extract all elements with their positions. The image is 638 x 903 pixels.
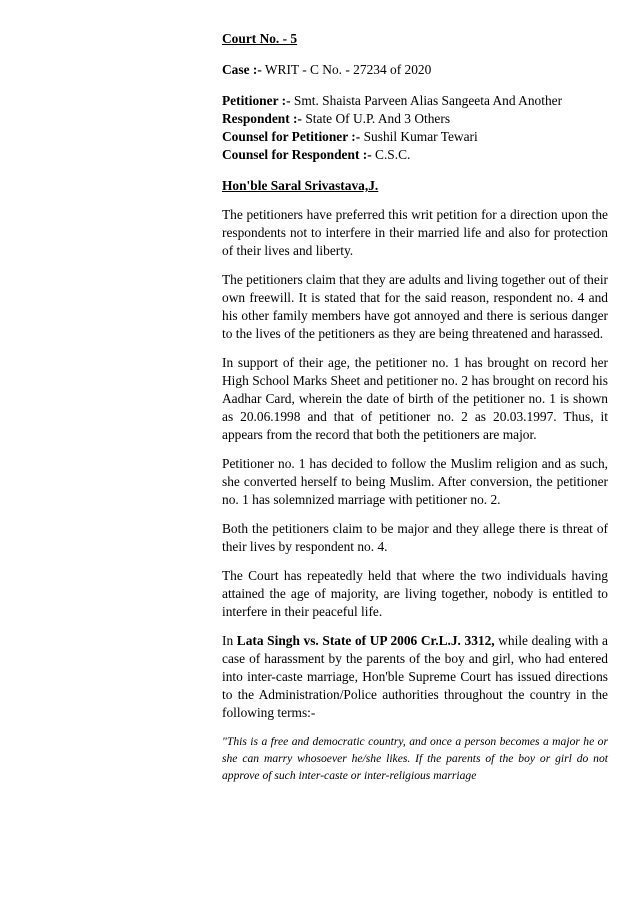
counsel-respondent-line xyxy=(222,146,608,164)
counsel-petitioner-label: Counsel for Petitioner :- xyxy=(222,129,361,144)
court-number: Court No. - 5 xyxy=(222,31,298,46)
counsel-petitioner-line xyxy=(222,128,608,146)
petitioner-line xyxy=(222,92,608,110)
respondent-value: State Of U.P. And 3 Others xyxy=(305,111,451,126)
counsel-petitioner-value: Sushil Kumar Tewari xyxy=(363,129,478,144)
paragraph-1: The petitioners have preferred this writ petition for a direction upon the respondents not to interfere in their married life and also for protection of their lives and liberty. xyxy=(222,207,608,258)
paragraph-4: Petitioner no. 1 has decided to follow the Muslim religion and as such, she converted herself to being Muslim. After conversion, the petitioner no. 1 has solemnized marriage with petitioner no. 2. xyxy=(222,456,608,507)
respondent-line xyxy=(222,110,608,128)
paragraph-5: Both the petitioners claim to be major and they allege there is threat of their lives by respondent no. 4. xyxy=(222,521,608,554)
petitioner-label: Petitioner :- xyxy=(222,93,291,108)
paragraph-7-intro: In xyxy=(222,633,234,648)
petitioner-value: Smt. Shaista Parveen Alias Sangeeta And Another xyxy=(293,93,563,108)
case-value: WRIT - C No. - 27234 of 2020 xyxy=(264,62,432,77)
paragraph-7-text: while dealing with a case of harassment by the parents of the boy and girl, who had entered into inter-caste marriage, Hon'ble Supreme Court has issued directions to the Administration/Police authorities throughout the country in the following terms:- xyxy=(222,633,608,720)
paragraph-7 xyxy=(222,632,608,722)
judge-name: Hon'ble Saral Srivastava,J. xyxy=(222,178,379,193)
paragraph-2: The petitioners claim that they are adults and living together out of their own freewill. It is stated that for the said reason, respondent no. 4 and his other family members have got annoyed and there is serious danger to the lives of the petitioners as they are being threatened and harassed. xyxy=(222,272,608,341)
respondent-label: Respondent :- xyxy=(222,111,302,126)
case-label: Case :- xyxy=(222,62,262,77)
case-citation: Lata Singh vs. State of UP 2006 Cr.L.J. 3312, xyxy=(236,633,495,648)
quoted-passage: "This is a free and democratic country, and once a person becomes a major he or she can marry whosoever he/she likes. If the parents of the boy or girl do not approve of such inter-caste or inter-religious marriage xyxy=(222,735,608,782)
order-content xyxy=(222,30,608,784)
counsel-respondent-label: Counsel for Respondent :- xyxy=(222,147,372,162)
paragraph-3: In support of their age, the petitioner no. 1 has brought on record her High School Marks Sheet and petitioner no. 2 has brought on record his Aadhar Card, wherein the date of birth of the petitioner no. 1 is shown as 20.06.1998 and that of petitioner no. 2 as 20.03.1997. Thus, it appears from the record that both the petitioners are major. xyxy=(222,355,608,442)
paragraph-6: The Court has repeatedly held that where the two individuals having attained the age of majority, are living together, nobody is entitled to interfere in their peaceful life. xyxy=(222,568,608,619)
counsel-respondent-value: C.S.C. xyxy=(375,147,411,162)
case-line xyxy=(222,61,608,79)
